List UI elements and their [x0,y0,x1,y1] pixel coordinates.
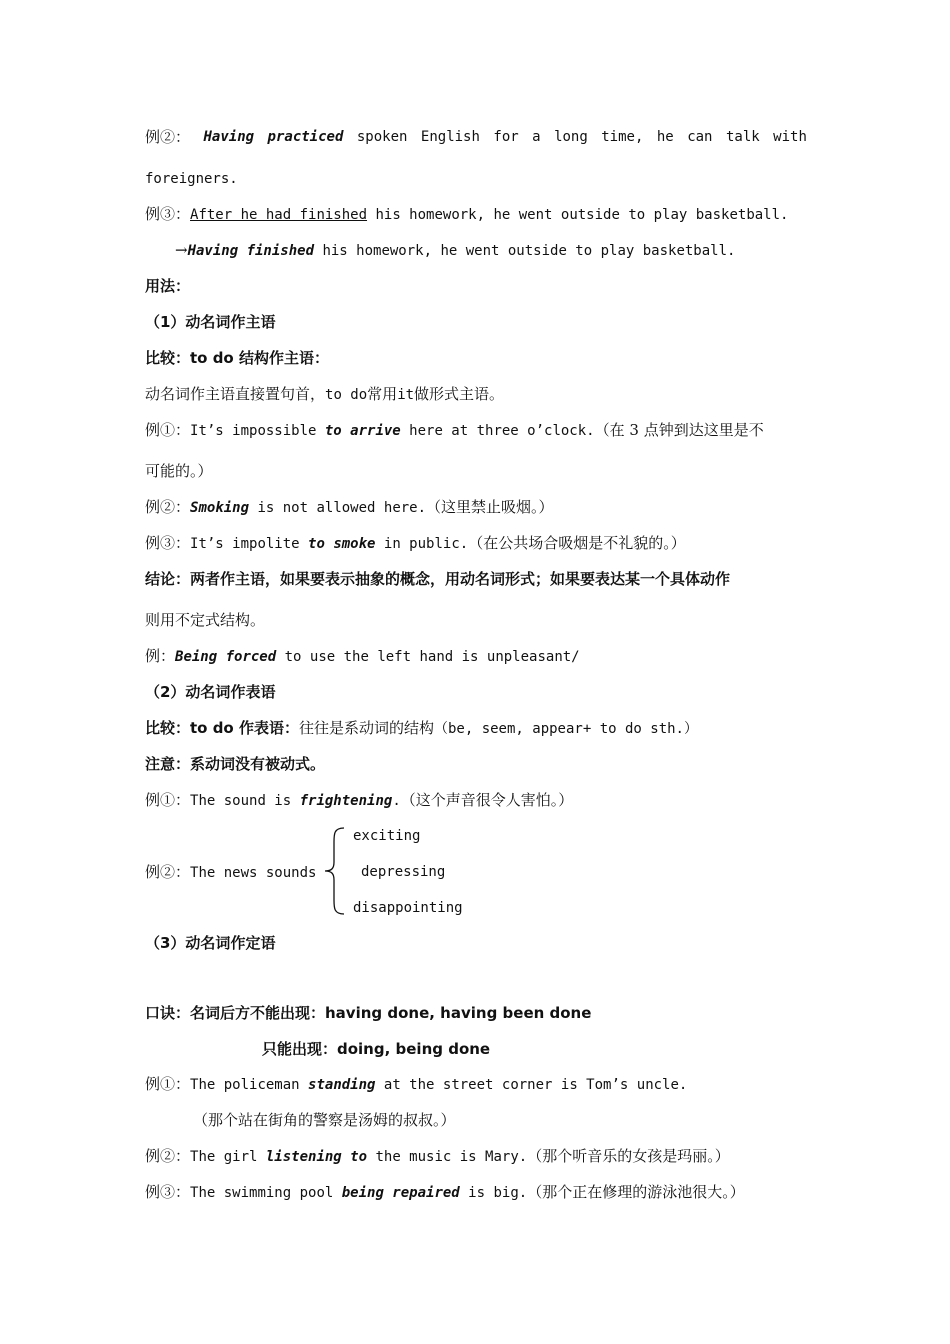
example-label: 例①： [145,1075,191,1093]
example-1-standing [145,1073,687,1096]
conclusion: 结论：两者作主语，如果要表示抽象的概念，用动名词形式；如果要表达某一个具体动作 [145,570,731,588]
emphasis: standing [308,1077,376,1093]
option-exciting: exciting [353,828,421,844]
section-1-heading: （1）动名词作主语 [145,313,276,331]
emphasis: practiced [267,129,344,145]
example-3-rewrite [175,239,735,262]
example-label: 例②： [145,128,191,146]
sentence-text: The sound is [190,793,300,809]
example-2-having-practiced [145,126,807,148]
note-text: （be, seem, appear+ to do sth.） [433,721,698,737]
note-text: to do [325,387,368,403]
sentence-text: his homework, he went outside to play basketball. [367,207,789,223]
sentence-text: . [392,793,401,809]
emphasis: to arrive [324,423,401,439]
note-text: 做形式主语。 [414,385,505,403]
translation: （这里禁止吸烟。） [426,498,554,516]
sentence-text: The policeman [190,1077,309,1093]
mnemonic-line-1: 口诀：名词后方不能出现：having done, having been done [145,1004,592,1022]
example-2-smoking [145,496,554,519]
underlined-clause: After he had finished [190,207,368,223]
note-text: 往往是系动词的结构 [298,719,434,737]
example-label: 例③： [145,1183,191,1201]
translation: （那个听音乐的女孩是玛丽。） [527,1147,730,1165]
emphasis: being repaired [341,1185,460,1201]
word: a [532,129,541,145]
note-text: it [397,387,415,403]
example-2-news-sounds [145,861,316,884]
sentence-text: It’s impossible [190,423,325,439]
word: time, [601,129,644,145]
example-label: 例②： [145,863,191,881]
example-label: 例①： [145,791,191,809]
emphasis: Having [203,129,255,145]
conclusion-continuation: 则用不定式结构。 [145,611,266,629]
word: long [554,129,588,145]
emphasis: listening to [265,1149,368,1165]
word: for [493,129,519,145]
continuation-text: foreigners. [145,171,238,187]
word: spoken [356,129,408,145]
note-text: 动名词作主语直接置句首， [145,385,326,403]
translation: （在公共场合吸烟是不礼貌的。） [468,534,686,552]
example-label: 例： [145,647,176,665]
example-1-frightening [145,789,573,812]
emphasis: Being forced [175,649,277,665]
sentence-text: at the street corner is Tom’s uncle. [375,1077,688,1093]
emphasis: frightening [299,793,393,809]
example-label: 例③： [145,534,191,552]
translation-continuation: 可能的。） [145,462,213,480]
example-2-listening [145,1145,730,1168]
sentence-text: is not allowed here. [249,500,427,516]
sentence-text: in public. [375,536,469,552]
word: with [773,129,807,145]
emphasis: Smoking [190,500,250,516]
sentence-text: The girl [190,1149,266,1165]
attention-note: 注意：系动词没有被动式。 [145,755,326,773]
sentence-text: is big. [459,1185,528,1201]
example-1-impossible [145,419,764,442]
option-depressing: depressing [361,864,446,880]
sentence-text: The swimming pool [190,1185,342,1201]
gerund-subject-note [145,383,504,406]
example-label: 例②： [145,498,191,516]
usage-heading: 用法： [145,277,191,295]
section-2-heading: （2）动名词作表语 [145,683,276,701]
left-brace-icon [322,826,348,916]
sentence-text: It’s impolite [190,536,309,552]
word: he [656,129,674,145]
example-label: 例②： [145,1147,191,1165]
option-disappointing: disappointing [353,900,463,916]
comparison-heading: 比较：to do 结构作主语： [145,349,329,367]
word: can [687,129,713,145]
section-3-heading: （3）动名词作定语 [145,934,276,952]
sentence-text: The news sounds [190,865,317,881]
sentence-text: to use the left hand is unpleasant/ [276,649,580,665]
translation: （那个正在修理的游泳池很大。） [527,1183,745,1201]
example-being-forced [145,645,580,668]
sentence-text: here at three o’clock. [400,423,595,439]
sentence-text: the music is Mary. [367,1149,528,1165]
emphasis: Having finished [187,243,315,259]
word: talk [725,129,760,145]
example-3-impolite [145,532,686,555]
example-3-being-repaired [145,1181,745,1204]
translation: （那个站在街角的警察是汤姆的叔叔。） [193,1111,456,1129]
example-label: 例①： [145,421,191,439]
arrow-icon: → [175,241,188,259]
translation: （这个声音很令人害怕。） [400,791,574,809]
example-3-after-he-had-finished [145,203,788,226]
emphasis: to smoke [308,536,376,552]
example-label: 例③： [145,205,191,223]
comparison-predicative [145,717,698,740]
translation: （在 3 点钟到达这里是不 [594,421,764,439]
sentence-text: his homework, he went outside to play basketball. [314,243,736,259]
comparison-label: 比较：to do 作表语： [145,719,299,737]
note-text: 常用 [367,385,398,403]
mnemonic-line-2: 只能出现：doing, being done [262,1040,491,1058]
word: English [420,129,480,145]
